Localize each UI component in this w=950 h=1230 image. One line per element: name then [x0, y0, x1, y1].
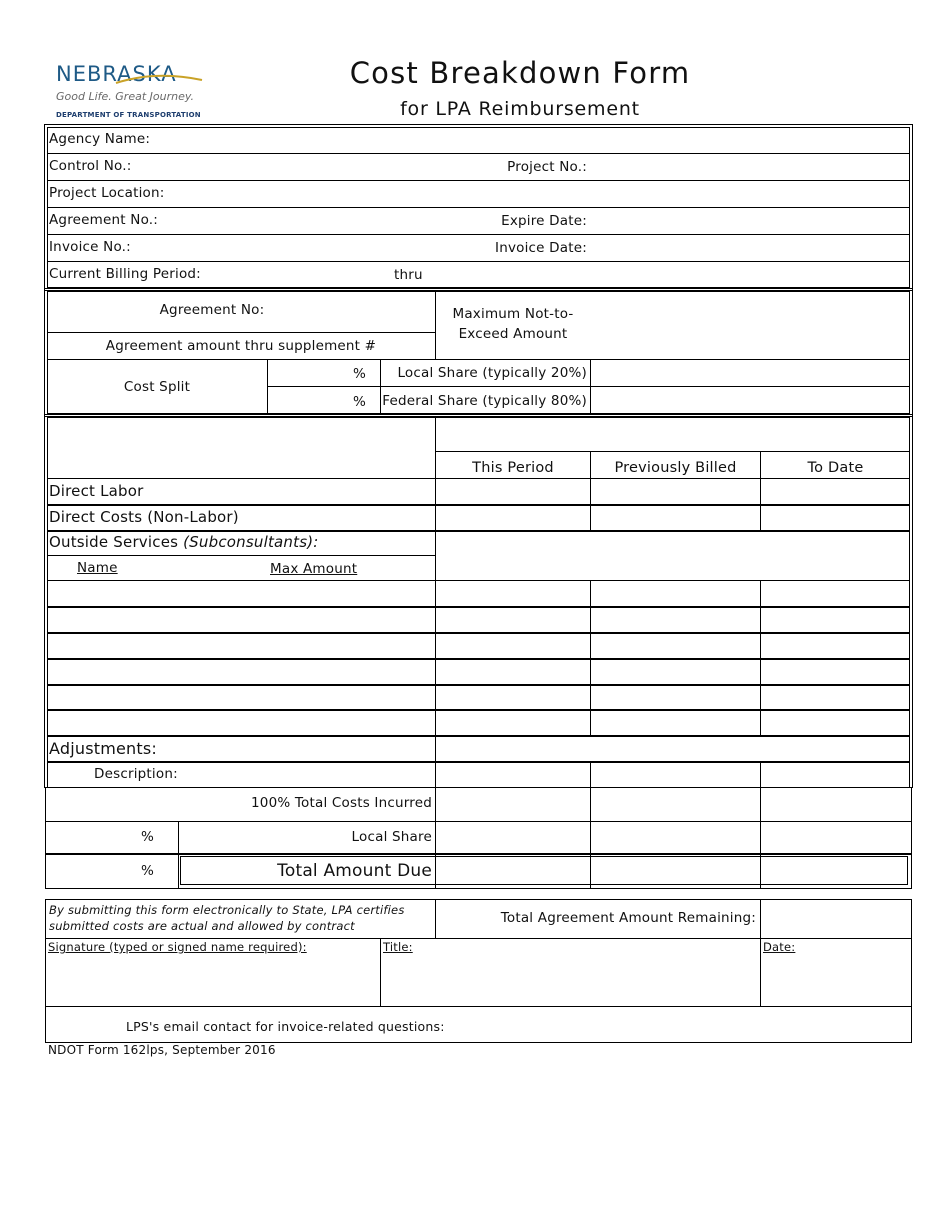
logo-wordmark: NEBRASKA [56, 62, 177, 86]
page-title: Cost Breakdown Form [349, 56, 691, 90]
project-no-label: Project No.: [507, 159, 587, 175]
direct-labor-to-date[interactable] [763, 481, 908, 502]
title-label: Title: [383, 940, 413, 954]
signature-label: Signature (typed or signed name required): [48, 940, 307, 954]
direct-costs-previously-billed[interactable] [593, 507, 758, 528]
agreement-no-heading: Agreement No: [159, 302, 265, 318]
outside-services-label [49, 533, 319, 551]
logo-department: DEPARTMENT OF TRANSPORTATION [56, 111, 201, 119]
max-amount-input[interactable] [595, 294, 905, 356]
page-subtitle: for LPA Reimbursement [400, 98, 640, 120]
max-amount-line1: Maximum Not-to- [452, 306, 574, 322]
adjustments-label: Adjustments: [49, 739, 157, 758]
direct-labor-this-period[interactable] [438, 481, 588, 502]
federal-share-typical-label: Federal Share (typically 80%) [382, 393, 587, 409]
total-incurred-label: 100% Total Costs Incurred [250, 795, 432, 811]
expire-date-label: Expire Date: [501, 213, 587, 229]
certification-line1: By submitting this form electronically to State, LPA certifies [49, 903, 405, 917]
subconsultant-row-3[interactable] [50, 635, 433, 656]
outside-services-sub: (Subconsultants): [183, 533, 319, 551]
agency-name-label: Agency Name: [49, 131, 151, 147]
agency-name-input[interactable] [160, 129, 905, 151]
direct-costs-to-date[interactable] [763, 507, 908, 528]
local-share-percent-symbol: % [141, 829, 155, 845]
description-label: Description: [94, 766, 178, 782]
thru-label: thru [394, 267, 423, 283]
local-share-amount-input[interactable] [593, 362, 905, 384]
direct-labor-previously-billed[interactable] [593, 481, 758, 502]
direct-labor-label: Direct Labor [49, 482, 144, 500]
subconsultant-row-4[interactable] [50, 661, 433, 682]
logo-tagline: Good Life. Great Journey. [56, 90, 195, 103]
local-percent-symbol: % [352, 366, 366, 382]
col-previously-billed: Previously Billed [614, 460, 737, 476]
invoice-date-input[interactable] [592, 237, 907, 259]
date-label: Date: [763, 940, 796, 954]
email-contact-label: LPS's email contact for invoice-related questions: [126, 1019, 445, 1034]
title-input[interactable] [383, 956, 758, 1004]
federal-percent-symbol: % [352, 394, 366, 410]
control-no-label: Control No.: [49, 158, 132, 174]
local-share-label: Local Share [351, 829, 432, 845]
billing-period-label: Current Billing Period: [49, 266, 201, 282]
total-due-label: Total Amount Due [277, 861, 432, 881]
supplement-label: Agreement amount thru supplement # [105, 338, 377, 354]
certification-line2: submitted costs are actual and allowed by contract [49, 919, 355, 933]
signature-input[interactable] [48, 956, 378, 1004]
outside-services-text: Outside Services [49, 533, 179, 551]
date-input[interactable] [763, 956, 908, 1004]
agreement-no-label: Agreement No.: [49, 212, 159, 228]
direct-costs-label: Direct Costs (Non-Labor) [49, 508, 239, 526]
col-to-date: To Date [807, 460, 864, 476]
billing-period-start-input[interactable] [205, 264, 390, 286]
cost-split-label: Cost Split [123, 379, 191, 395]
project-location-label: Project Location: [49, 185, 165, 201]
subconsultant-row-1[interactable] [50, 583, 433, 604]
local-percent-input[interactable] [270, 362, 350, 384]
logo-swoosh-icon [114, 72, 204, 86]
federal-percent-input[interactable] [270, 389, 350, 411]
invoice-no-label: Invoice No.: [49, 239, 131, 255]
remaining-amount-input[interactable] [763, 902, 908, 936]
local-share-percent-input[interactable] [50, 824, 135, 850]
ndot-logo [54, 62, 204, 124]
name-col-label: Name [77, 560, 118, 576]
billing-period-end-input[interactable] [425, 264, 905, 286]
adjustment-description-input[interactable] [180, 764, 433, 786]
form-id: NDOT Form 162lps, September 2016 [48, 1043, 276, 1057]
email-contact-input[interactable] [440, 1012, 905, 1040]
direct-costs-this-period[interactable] [438, 507, 588, 528]
remaining-label: Total Agreement Amount Remaining: [500, 910, 756, 926]
project-no-input[interactable] [592, 156, 907, 178]
max-amount-line2: Exceed Amount [458, 326, 568, 342]
subconsultant-row-2[interactable] [50, 609, 433, 630]
total-due-percent-input[interactable] [50, 857, 135, 885]
subconsultant-row-5[interactable] [50, 687, 433, 707]
total-due-percent-symbol: % [141, 863, 155, 879]
expire-date-input[interactable] [592, 210, 907, 232]
local-share-typical-label: Local Share (typically 20%) [397, 365, 587, 381]
max-amount-col-label: Max Amount [270, 561, 358, 577]
col-this-period: This Period [472, 460, 554, 476]
federal-share-amount-input[interactable] [593, 389, 905, 411]
invoice-date-label: Invoice Date: [495, 240, 587, 256]
project-location-input[interactable] [170, 183, 905, 205]
subconsultant-row-6[interactable] [50, 712, 433, 733]
